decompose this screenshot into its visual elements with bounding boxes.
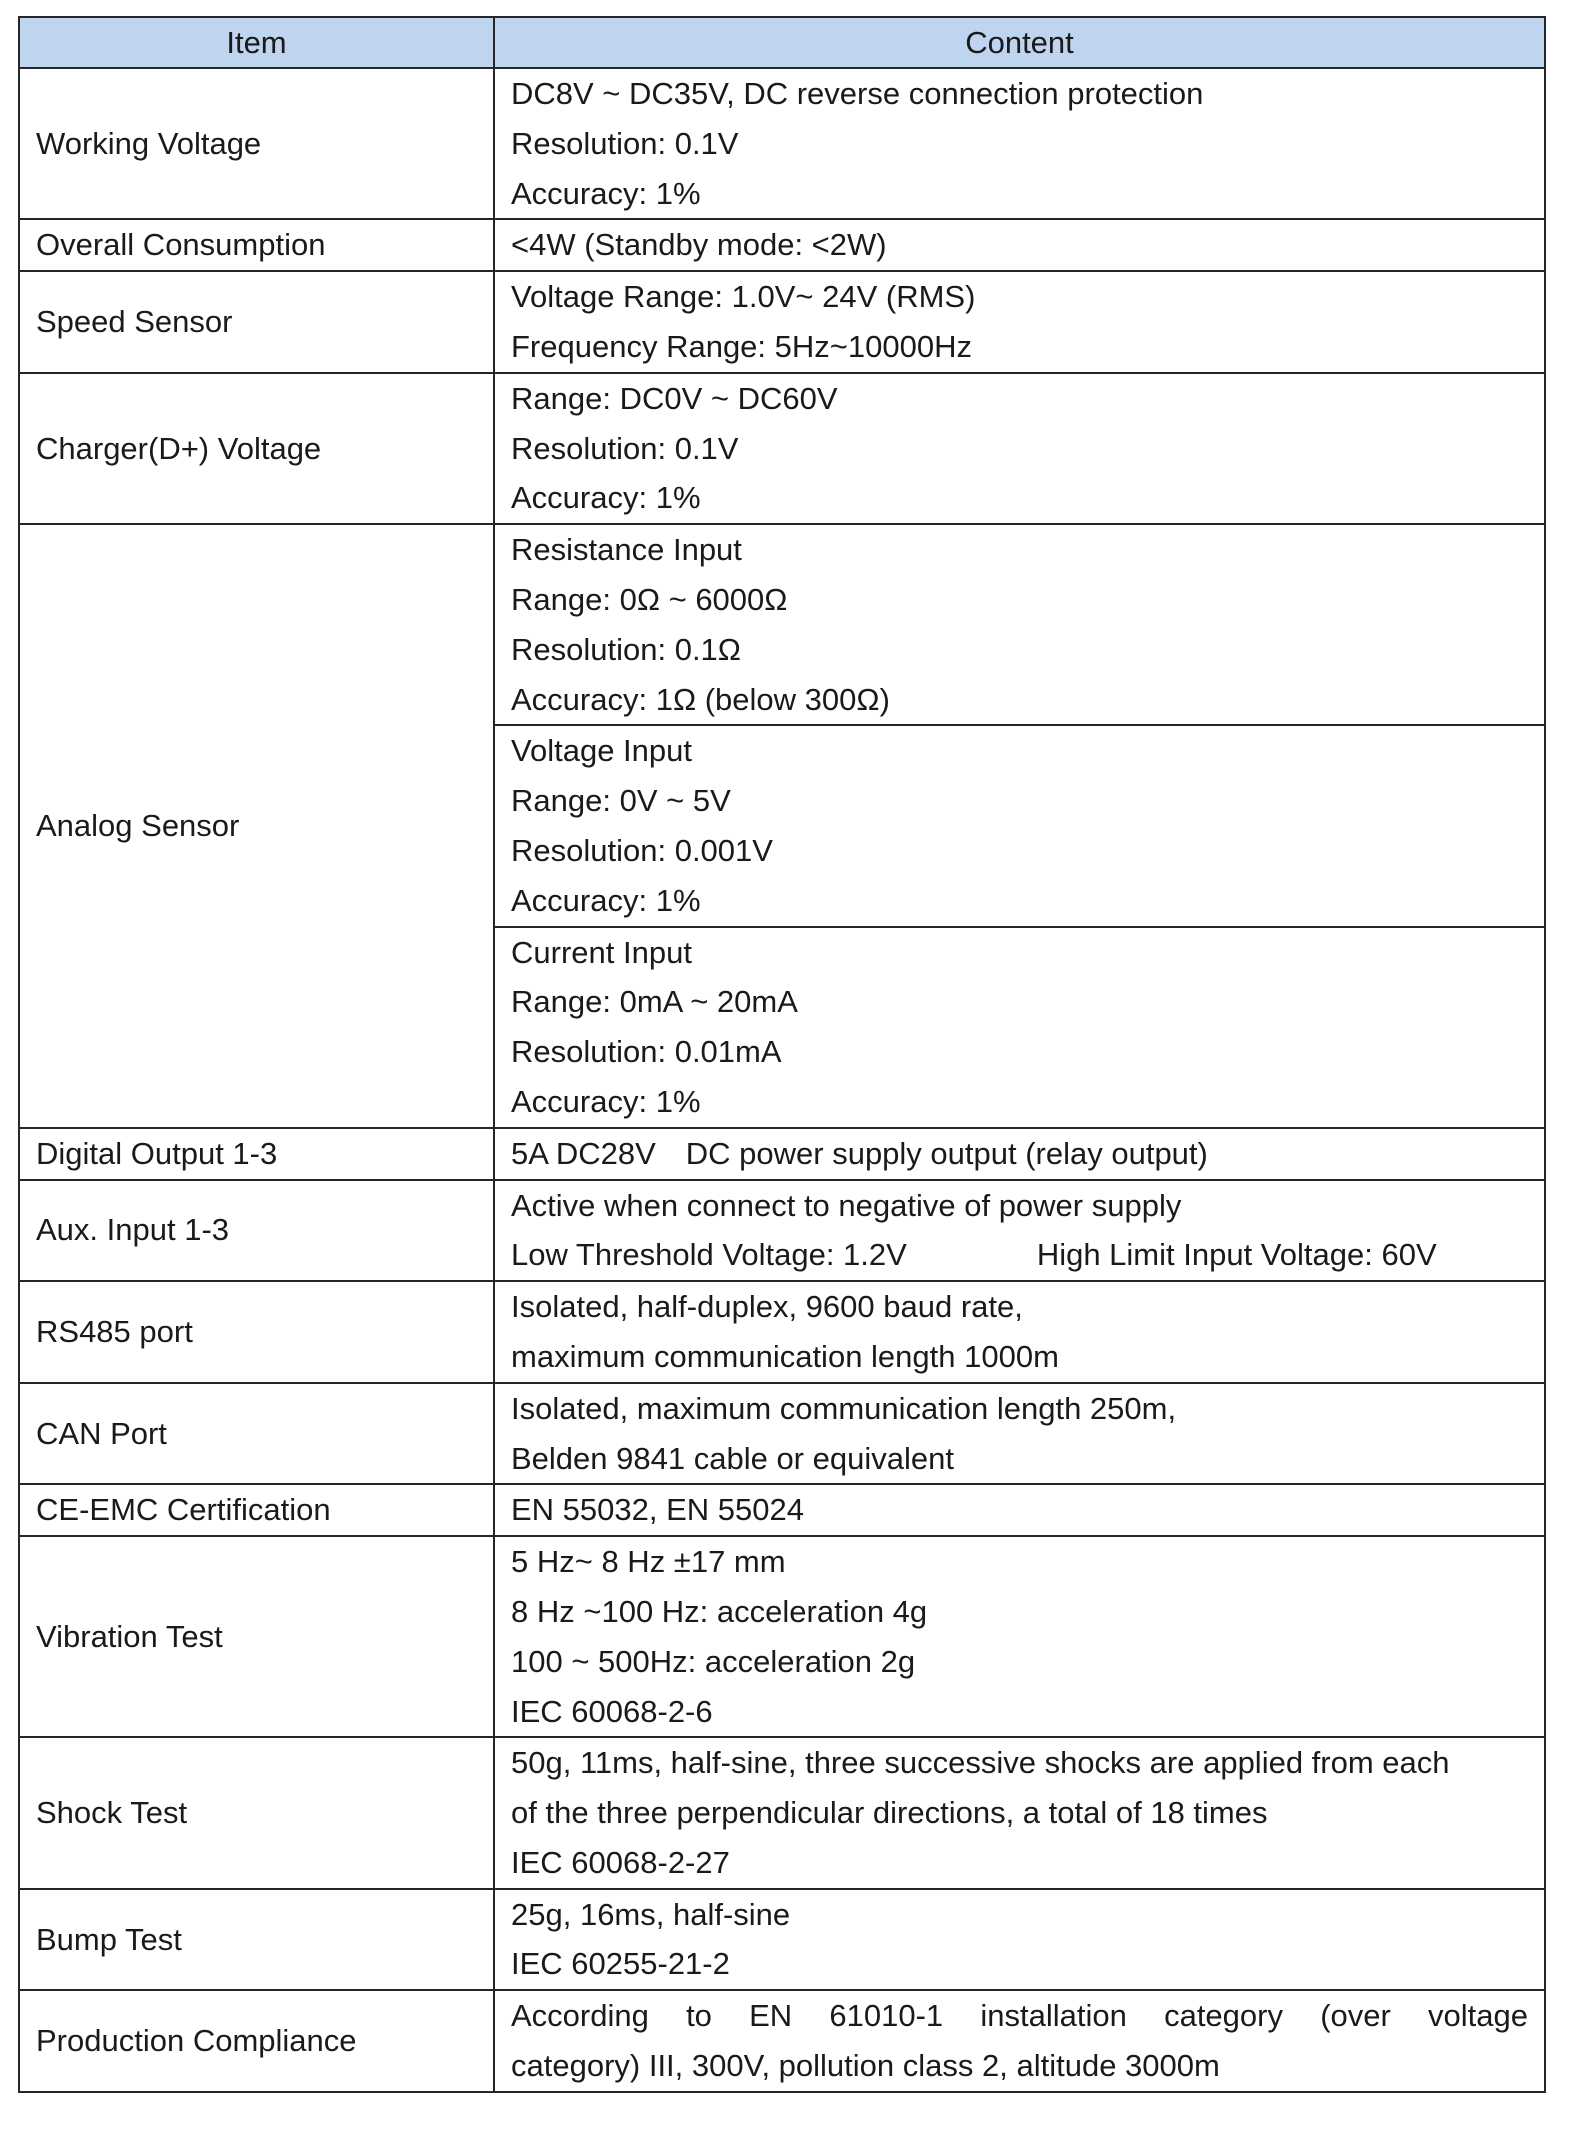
content-line: Isolated, maximum communication length 250m,	[511, 1390, 1177, 1426]
content-line: Voltage Range: 1.0V~ 24V (RMS)	[511, 279, 976, 315]
content-cell	[494, 68, 1545, 219]
low-threshold-voltage: Low Threshold Voltage: 1.2V	[511, 1237, 907, 1273]
digital-output-description: DC power supply output (relay output)	[685, 1135, 1208, 1171]
content-line: Resolution: 0.1V	[511, 125, 739, 161]
content-cell	[494, 1180, 1545, 1282]
content-line: DC8V ~ DC35V, DC reverse connection protection	[511, 76, 1204, 111]
content-line: Resolution: 0.01mA	[511, 1034, 782, 1070]
item-cell: Bump Test	[19, 1889, 494, 1991]
content-cell	[494, 219, 1545, 271]
content-line: Range: 0Ω ~ 6000Ω	[511, 581, 788, 617]
table-row	[19, 1281, 1545, 1383]
content-cell	[494, 1281, 1545, 1383]
content-line: Active when connect to negative of power supply	[511, 1187, 1182, 1223]
content-cell	[494, 1536, 1545, 1737]
table-row	[19, 271, 1545, 373]
content-line: 8 Hz ~100 Hz: acceleration 4g	[511, 1593, 928, 1629]
digital-output-rating: 5A DC28V	[511, 1135, 656, 1171]
content-line: EN 55032, EN 55024	[511, 1492, 804, 1528]
content-line: IEC 60255-21-2	[511, 1946, 730, 1982]
high-limit-input-voltage: High Limit Input Voltage: 60V	[1036, 1237, 1437, 1273]
content-cell	[494, 1383, 1545, 1485]
content-line: Resolution: 0.1V	[511, 430, 739, 466]
content-cell	[494, 1128, 1545, 1180]
table-header-row	[19, 17, 1545, 68]
content-line: Accuracy: 1%	[511, 175, 701, 211]
content-line: Accuracy: 1Ω (below 300Ω)	[511, 681, 890, 717]
content-line: Resistance Input	[511, 532, 742, 568]
content-cell	[494, 271, 1545, 373]
content-line: Accuracy: 1%	[511, 480, 701, 516]
item-cell: Digital Output 1-3	[19, 1128, 494, 1180]
content-line: of the three perpendicular directions, a total of 18 times	[511, 1795, 1268, 1831]
item-cell: CAN Port	[19, 1383, 494, 1485]
item-cell: RS485 port	[19, 1281, 494, 1383]
content-cell	[494, 1990, 1545, 2092]
table-row	[19, 1536, 1545, 1737]
content-line: category) III, 300V, pollution class 2, altitude 3000m	[511, 2048, 1220, 2084]
content-cell-resistance-input	[494, 524, 1545, 725]
content-cell-current-input	[494, 927, 1545, 1128]
table-row	[19, 1484, 1545, 1536]
content-line: 5 Hz~ 8 Hz ±17 mm	[511, 1544, 786, 1580]
content-cell	[494, 373, 1545, 524]
table-row	[19, 1889, 1545, 1991]
specification-table	[18, 16, 1546, 2093]
content-cell	[494, 1484, 1545, 1536]
item-cell: Aux. Input 1-3	[19, 1180, 494, 1282]
content-line: Resolution: 0.1Ω	[511, 631, 741, 667]
item-cell: Shock Test	[19, 1737, 494, 1888]
item-cell: Vibration Test	[19, 1536, 494, 1737]
content-line: 25g, 16ms, half-sine	[511, 1896, 791, 1932]
content-line: Resolution: 0.001V	[511, 832, 773, 868]
content-line: IEC 60068-2-6	[511, 1693, 713, 1729]
table-row	[19, 68, 1545, 219]
column-header-content: Content	[494, 17, 1545, 68]
content-line: Accuracy: 1%	[511, 882, 701, 918]
table-row	[19, 524, 1545, 725]
content-line	[511, 1230, 1528, 1280]
table-row	[19, 219, 1545, 271]
item-cell: Production Compliance	[19, 1990, 494, 2092]
content-line: Belden 9841 cable or equivalent	[511, 1440, 954, 1476]
content-line: Frequency Range: 5Hz~10000Hz	[511, 328, 972, 364]
content-line: 100 ~ 500Hz: acceleration 2g	[511, 1643, 916, 1679]
item-cell: Analog Sensor	[19, 524, 494, 1128]
table-row	[19, 1990, 1545, 2092]
content-cell-voltage-input	[494, 725, 1545, 926]
content-line: Range: 0mA ~ 20mA	[511, 984, 798, 1020]
table-row	[19, 1383, 1545, 1485]
content-line: <4W (Standby mode: <2W)	[511, 227, 887, 263]
content-cell	[494, 1889, 1545, 1991]
content-line: Voltage Input	[511, 733, 692, 769]
content-line: According to EN 61010-1 installation category (over voltage	[511, 1998, 1528, 2034]
item-cell: Charger(D+) Voltage	[19, 373, 494, 524]
column-header-item: Item	[19, 17, 494, 68]
table-row	[19, 373, 1545, 524]
table-row	[19, 1180, 1545, 1282]
content-cell	[494, 1737, 1545, 1888]
content-line: Isolated, half-duplex, 9600 baud rate,	[511, 1289, 1023, 1325]
content-line: Current Input	[511, 934, 692, 970]
content-line: Range: DC0V ~ DC60V	[511, 380, 838, 416]
item-cell: Speed Sensor	[19, 271, 494, 373]
item-cell: Working Voltage	[19, 68, 494, 219]
content-line: maximum communication length 1000m	[511, 1338, 1059, 1374]
item-cell: CE-EMC Certification	[19, 1484, 494, 1536]
item-cell: Overall Consumption	[19, 219, 494, 271]
content-line: 50g, 11ms, half-sine, three successive shocks are applied from each	[511, 1745, 1450, 1781]
content-line	[511, 1129, 1528, 1179]
content-line: IEC 60068-2-27	[511, 1844, 730, 1880]
content-line: Range: 0V ~ 5V	[511, 783, 731, 819]
table-row	[19, 1737, 1545, 1888]
table-row	[19, 1128, 1545, 1180]
content-line: Accuracy: 1%	[511, 1083, 701, 1119]
